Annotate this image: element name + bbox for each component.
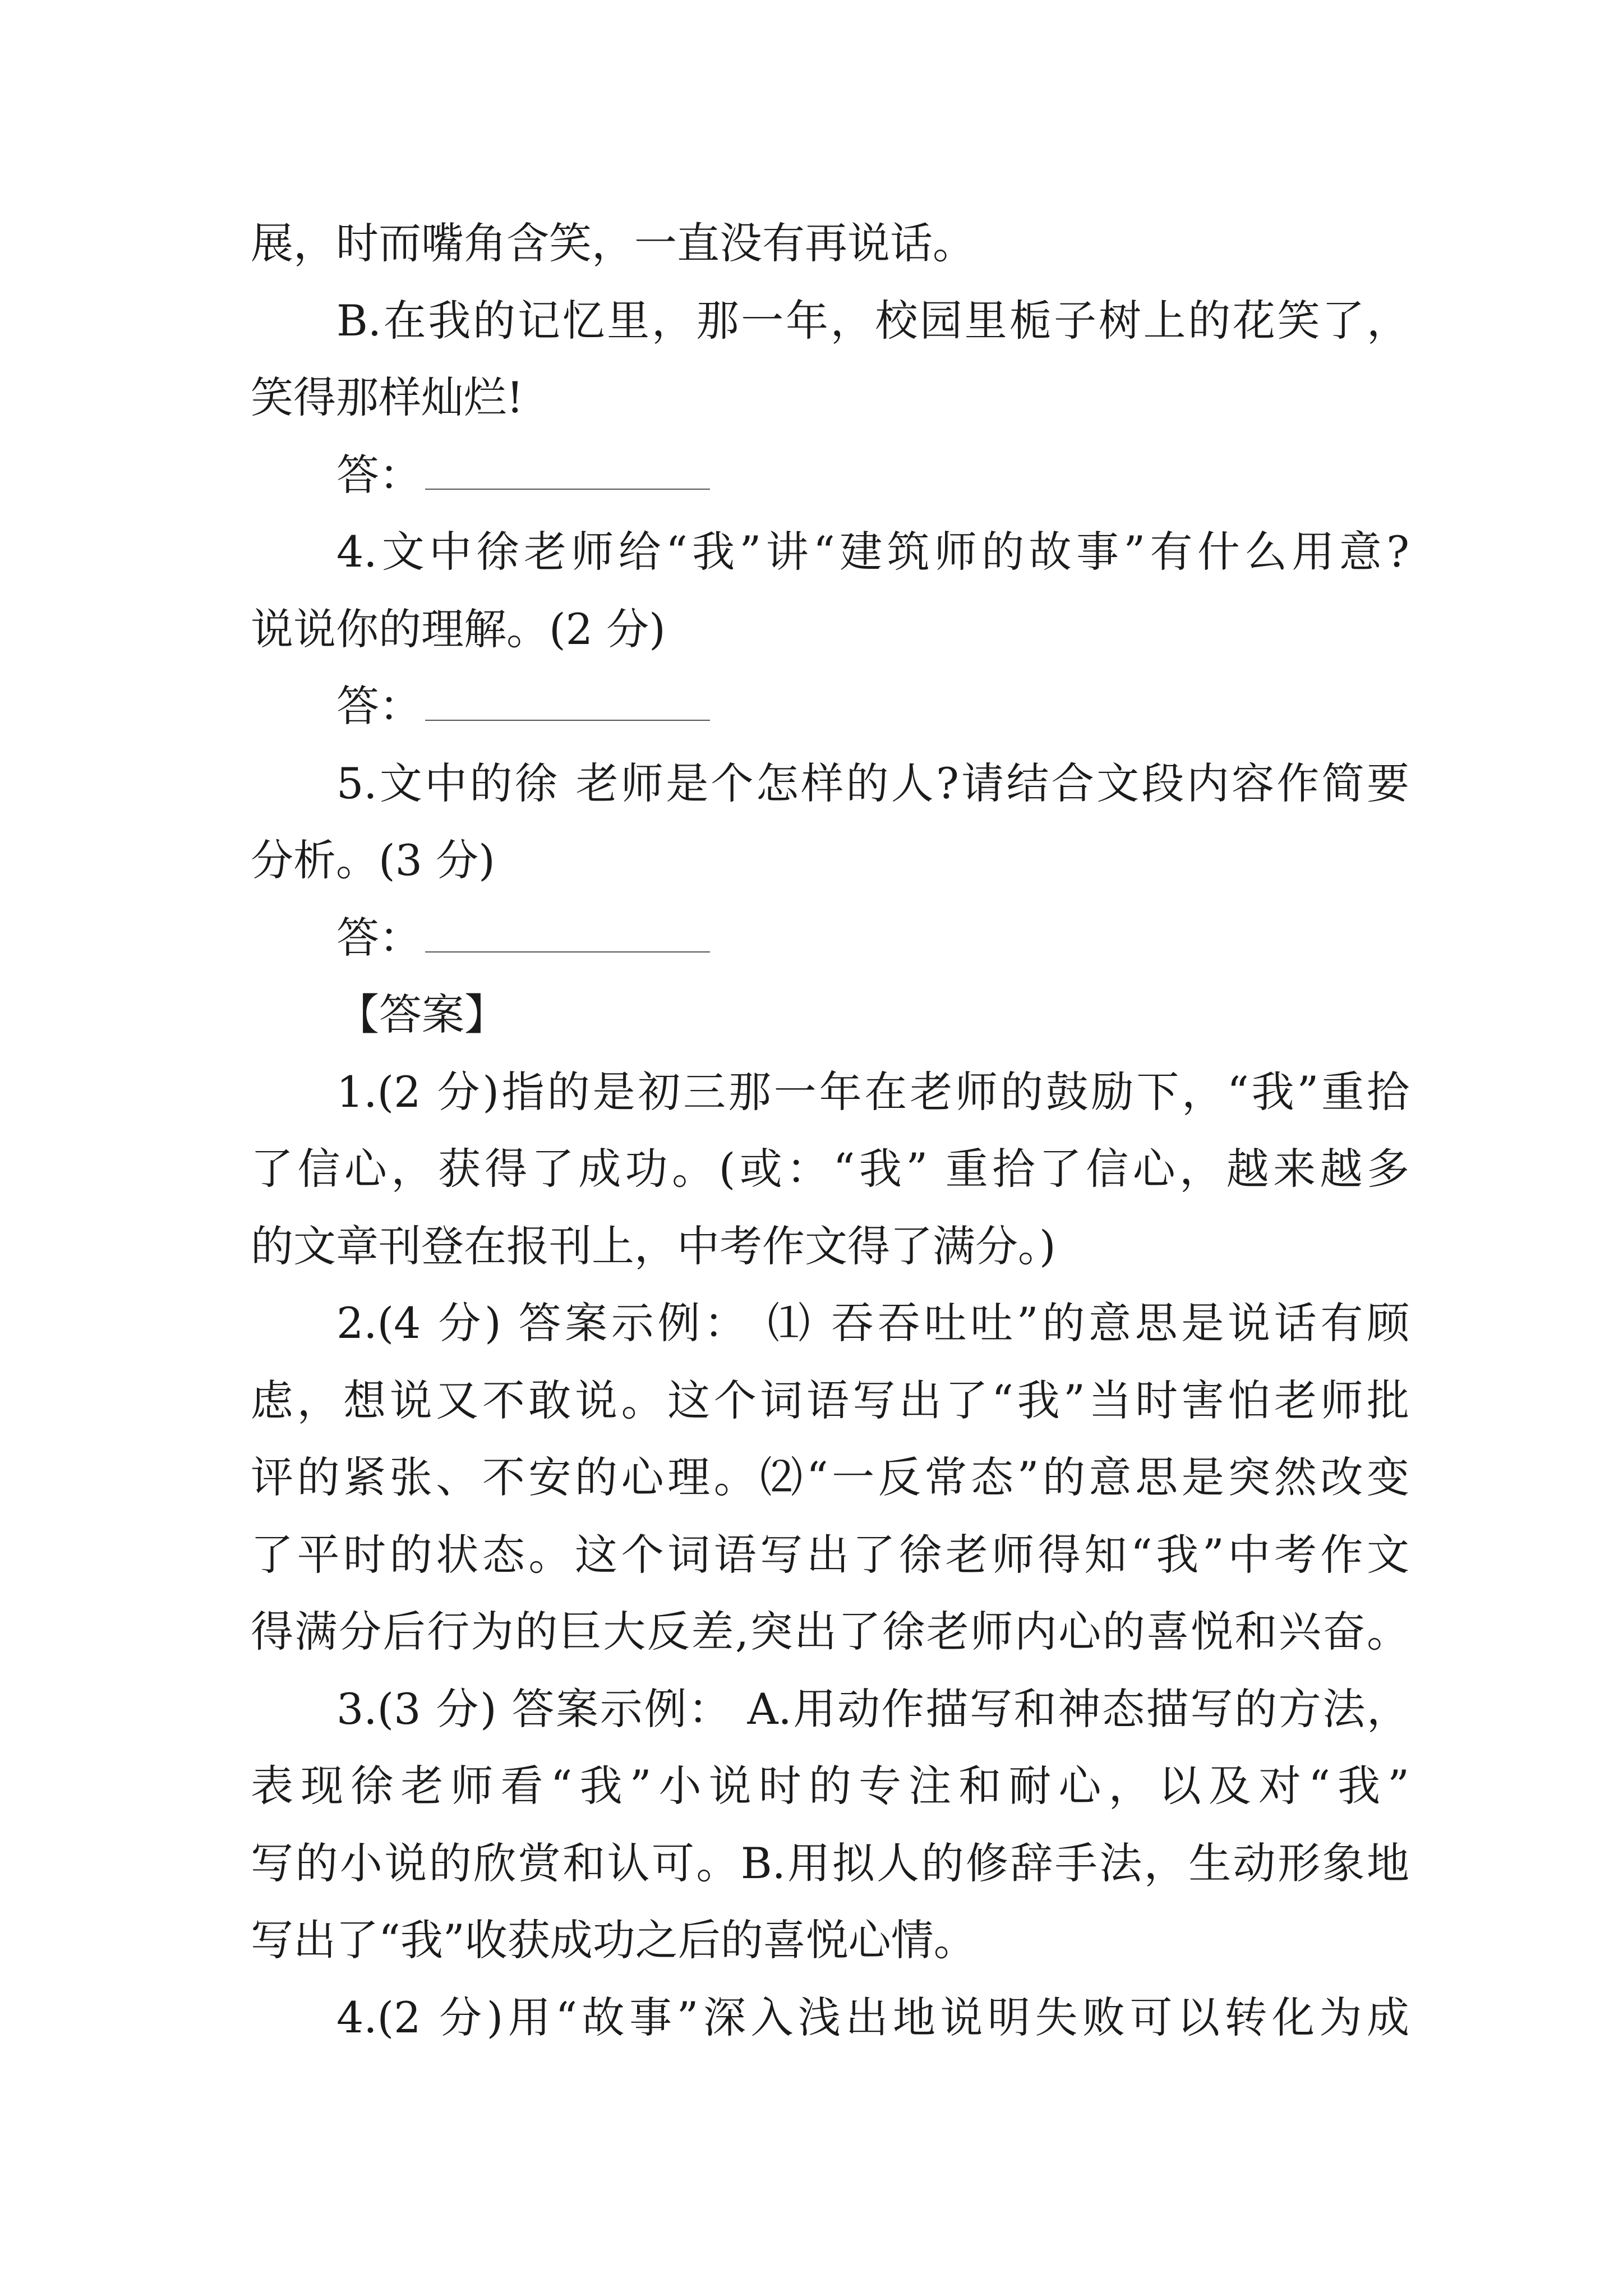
answer-line <box>251 899 1409 977</box>
text-line: 得满分后行为的巨大反差,突出了徐老师内心的喜悦和兴奋。 <box>251 1607 1409 1657</box>
answer-line <box>251 436 1409 514</box>
answer-label: 答： <box>336 681 422 731</box>
text-line: 表现徐老师看“我”小说时的专注和耐心，以及对“我” <box>251 1761 1409 1811</box>
question-5-line: 5.文中的徐 老师是个怎样的人?请结合文段内容作简要 <box>336 758 1409 808</box>
answer-blank <box>425 457 710 490</box>
text-line: 说说你的理解。(2 分) <box>251 604 666 654</box>
answer-blank <box>425 920 710 953</box>
answer-blank <box>425 688 710 721</box>
answer-1-line: 1.(2 分)指的是初三那一年在老师的鼓励下，“我”重拾 <box>336 1066 1409 1117</box>
text-line: 写出了“我”收获成功之后的喜悦心情。 <box>251 1915 976 1965</box>
text-line: 虑，想说又不敢说。这个词语写出了“我”当时害怕老师批 <box>251 1375 1409 1425</box>
answer-line <box>251 668 1409 745</box>
answer-3-line: 3.(3 分) 答案示例： A.用动作描写和神态描写的方法， <box>336 1683 1409 1734</box>
text-line: 分析。(3 分) <box>251 835 495 885</box>
answer-2-line: 2.(4 分) 答案示例： ⑴ 吞吞吐吐”的意思是说话有顾 <box>336 1298 1409 1348</box>
text-line: 笑得那样灿烂! <box>251 372 524 422</box>
question-option-b-line: B.在我的记忆里，那一年，校园里栀子树上的花笑了， <box>336 295 1409 346</box>
text-line: 的文章刊登在报刊上，中考作文得了满分。) <box>251 1221 1056 1271</box>
document-page <box>251 205 1409 2056</box>
question-4-line: 4.文中徐老师给“我”讲“建筑师的故事”有什么用意? <box>336 527 1409 577</box>
text-line: 写的小说的欣赏和认可。B.用拟人的修辞手法，生动形象地 <box>251 1838 1409 1888</box>
answer-4-line: 4.(2 分)用“故事”深入浅出地说明失败可以转化为成 <box>336 1992 1409 2042</box>
answer-label: 答： <box>336 912 422 963</box>
text-line: 展，时而嘴角含笑，一直没有再说话。 <box>251 218 975 268</box>
answer-key-heading: 【答案】 <box>336 990 507 1039</box>
text-line: 评的紧张、不安的心理。⑵“一反常态”的意思是突然改变 <box>251 1452 1409 1502</box>
answer-label: 答： <box>336 449 422 500</box>
text-line: 了平时的状态。这个词语写出了徐老师得知“我”中考作文 <box>251 1529 1409 1580</box>
text-line: 了信心，获得了成功。(或：“我” 重拾了信心，越来越多 <box>251 1144 1409 1194</box>
